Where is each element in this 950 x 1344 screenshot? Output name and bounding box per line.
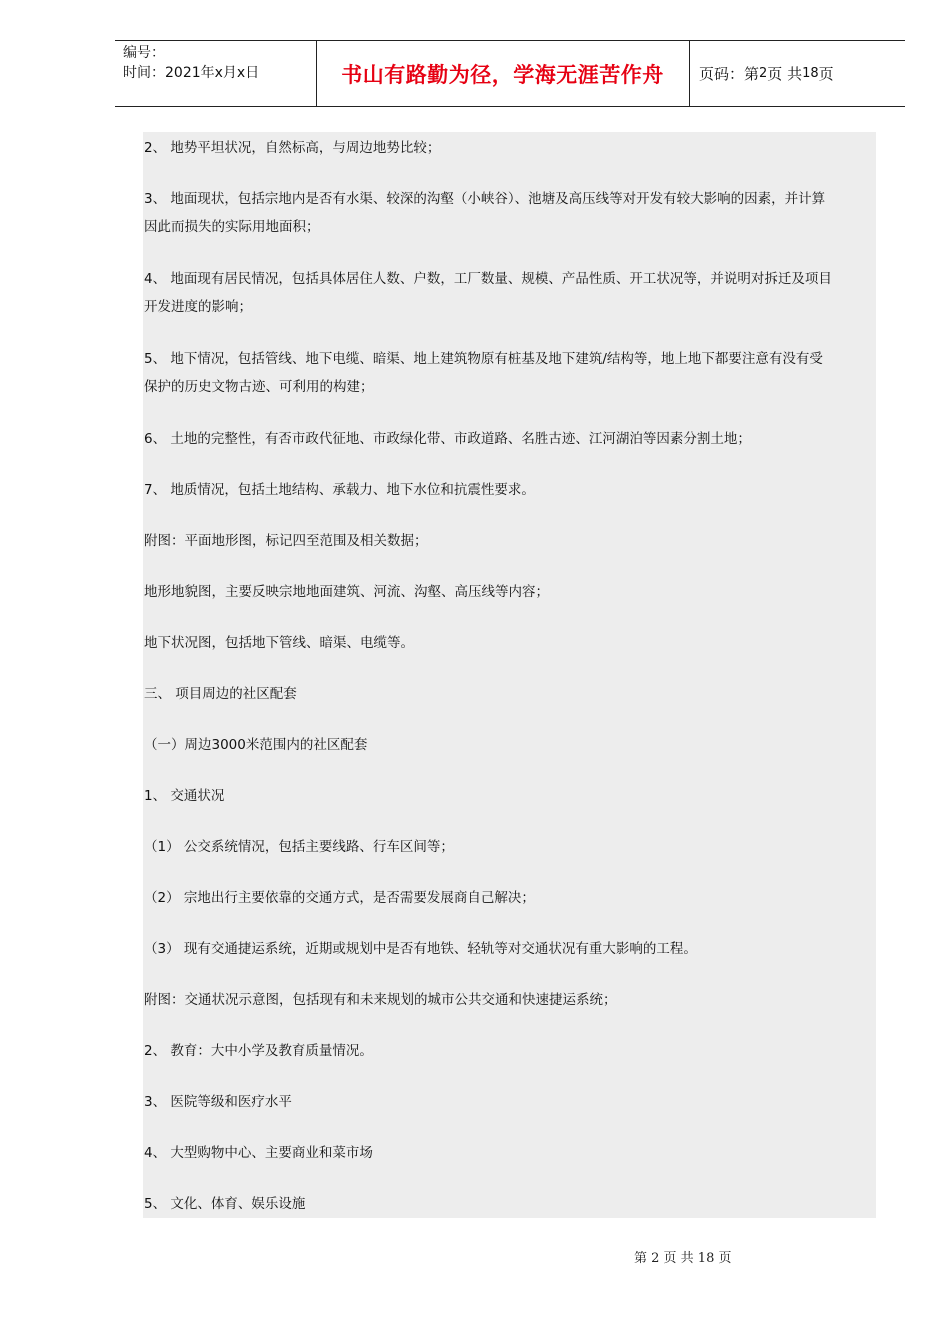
header-motto: 书山有路勤为径，学海无涯苦作舟 xyxy=(341,61,664,87)
paragraph xyxy=(144,833,876,861)
paragraph xyxy=(144,782,876,810)
paragraph-line: 4、 地面现有居民情况，包括具体居住人数、户数，工厂数量、规模、产品性质、开工状况等，并说明对拆迁及项目 xyxy=(144,271,832,287)
paragraph xyxy=(144,731,876,759)
page-header xyxy=(115,40,905,107)
paragraph xyxy=(144,425,876,453)
page-total: 18 xyxy=(802,66,819,81)
paragraph xyxy=(144,578,876,606)
paragraph xyxy=(144,1088,876,1116)
header-page-number xyxy=(699,41,834,106)
paragraph-line: 5、 地下情况，包括管线、地下电缆、暗渠、地上建筑物原有桩基及地下建筑/结构等，地上地下都要注意有没有受 xyxy=(144,351,823,367)
paragraph-line: （3） 现有交通捷运系统，近期或规划中是否有地铁、轻轨等对交通状况有重大影响的工程。 xyxy=(144,941,697,957)
paragraph-line: 地形地貌图，主要反映宗地地面建筑、河流、沟壑、高压线等内容； xyxy=(144,584,549,600)
paragraph-line: 保护的历史文物古迹、可利用的构建； xyxy=(144,379,374,395)
paragraph xyxy=(144,1190,876,1218)
paragraph-line: 2、 地势平坦状况，自然标高，与周边地势比较； xyxy=(144,140,441,156)
paragraph xyxy=(144,1139,876,1167)
paragraph-line: 地下状况图，包括地下管线、暗渠、电缆等。 xyxy=(144,635,414,651)
time-label: 时间：2021年x月x日 xyxy=(123,65,260,81)
paragraph-line: 5、 文化、体育、娱乐设施 xyxy=(144,1196,306,1212)
paragraph xyxy=(144,345,876,401)
paragraph xyxy=(144,680,876,708)
paragraph xyxy=(144,185,876,241)
paragraph-line: 7、 地质情况，包括土地结构、承载力、地下水位和抗震性要求。 xyxy=(144,482,535,498)
paragraph-line: （1） 公交系统情况，包括主要线路、行车区间等； xyxy=(144,839,454,855)
paragraph xyxy=(144,935,876,963)
paragraph xyxy=(144,265,876,321)
paragraph-line: 三、 项目周边的社区配套 xyxy=(144,686,297,702)
paragraph-line: 开发进度的影响； xyxy=(144,299,252,315)
header-meta xyxy=(123,43,313,83)
document-body xyxy=(143,132,876,1218)
paragraph-line: 附图：交通状况示意图，包括现有和未来规划的城市公共交通和快速捷运系统； xyxy=(144,992,617,1008)
page-suffix: 页 xyxy=(818,65,834,83)
paragraph xyxy=(144,476,876,504)
paragraph-line: （2） 宗地出行主要依靠的交通方式，是否需要发展商自己解决； xyxy=(144,890,535,906)
paragraph-line: 2、 教育：大中小学及教育质量情况。 xyxy=(144,1043,373,1059)
paragraph xyxy=(144,884,876,912)
page-current: 2 xyxy=(759,66,768,81)
paragraph xyxy=(144,986,876,1014)
serial-label: 编号： xyxy=(123,45,165,61)
paragraph-line: （一）周边3000米范围内的社区配套 xyxy=(144,737,368,753)
header-divider xyxy=(689,41,690,106)
paragraph-line: 因此而损失的实际用地面积； xyxy=(144,219,320,235)
page-prefix: 页码：第 xyxy=(699,65,760,83)
paragraph-line: 3、 医院等级和医疗水平 xyxy=(144,1094,292,1110)
paragraph-line: 4、 大型购物中心、主要商业和菜市场 xyxy=(144,1145,373,1161)
paragraph-line: 6、 土地的完整性，有否市政代征地、市政绿化带、市政道路、名胜古迹、江河湖泊等因素分割土地； xyxy=(144,431,751,447)
paragraph-line: 3、 地面现状，包括宗地内是否有水渠、较深的沟壑（小峡谷）、池塘及高压线等对开发有较大影响的因素，并计算 xyxy=(144,191,826,207)
paragraph xyxy=(144,629,876,657)
page-footer: 第 2 页 共 18 页 xyxy=(634,1251,732,1266)
paragraph xyxy=(144,527,876,555)
paragraph-line: 附图：平面地形图，标记四至范围及相关数据； xyxy=(144,533,428,549)
paragraph-line: 1、 交通状况 xyxy=(144,788,225,804)
paragraph xyxy=(144,1037,876,1065)
page-mid: 页 共 xyxy=(767,65,803,83)
paragraph xyxy=(144,134,876,162)
